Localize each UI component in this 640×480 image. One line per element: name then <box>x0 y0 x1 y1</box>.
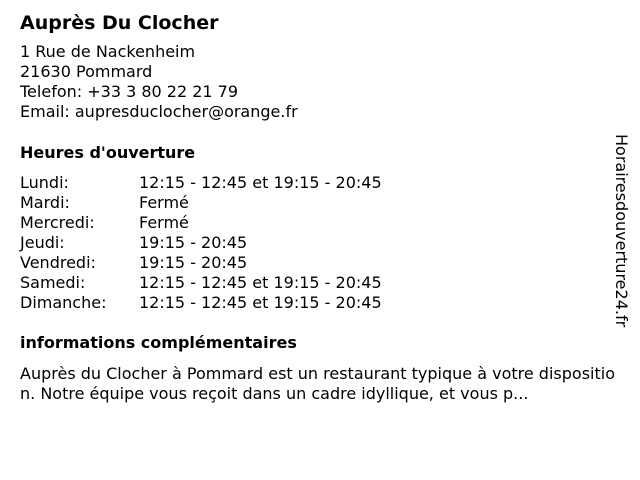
hours-time: 19:15 - 20:45 <box>139 253 248 272</box>
hours-heading: Heures d'ouverture <box>20 143 196 162</box>
address-street: 1 Rue de Nackenheim <box>20 42 196 61</box>
hours-row-sunday <box>20 293 610 313</box>
hours-row-tuesday <box>20 193 610 213</box>
address-city: 21630 Pommard <box>20 62 153 81</box>
hours-row-monday <box>20 173 610 193</box>
hours-row-saturday <box>20 273 610 293</box>
hours-row-wednesday <box>20 213 610 233</box>
hours-time: 19:15 - 20:45 <box>139 233 248 252</box>
hours-row-thursday <box>20 233 610 253</box>
hours-day: Lundi: <box>20 173 69 192</box>
hours-day: Samedi: <box>20 273 86 292</box>
hours-day: Mercredi: <box>20 213 95 232</box>
hours-row-friday <box>20 253 610 273</box>
brand-watermark: Horairesdouverture24.fr <box>612 134 631 328</box>
info-heading: informations complémentaires <box>20 333 297 352</box>
hours-time: Fermé <box>139 213 189 232</box>
hours-day: Mardi: <box>20 193 70 212</box>
business-card <box>20 10 615 404</box>
hours-time: 12:15 - 12:45 et 19:15 - 20:45 <box>139 273 382 292</box>
hours-day: Jeudi: <box>20 233 65 252</box>
hours-time: 12:15 - 12:45 et 19:15 - 20:45 <box>139 173 382 192</box>
info-description: Auprès du Clocher à Pommard est un restaurant typique à votre disposition. Notre équipe vous reçoit dans un cadre idyllique, et vous p... <box>20 364 615 403</box>
hours-day: Vendredi: <box>20 253 96 272</box>
email-line: Email: aupresduclocher@orange.fr <box>20 102 298 121</box>
phone-line: Telefon: +33 3 80 22 21 79 <box>20 82 239 101</box>
business-name: Auprès Du Clocher <box>20 12 219 34</box>
contact-block <box>20 42 610 122</box>
hours-day: Dimanche: <box>20 293 107 312</box>
hours-time: Fermé <box>139 193 189 212</box>
hours-time: 12:15 - 12:45 et 19:15 - 20:45 <box>139 293 382 312</box>
hours-table <box>20 173 610 313</box>
